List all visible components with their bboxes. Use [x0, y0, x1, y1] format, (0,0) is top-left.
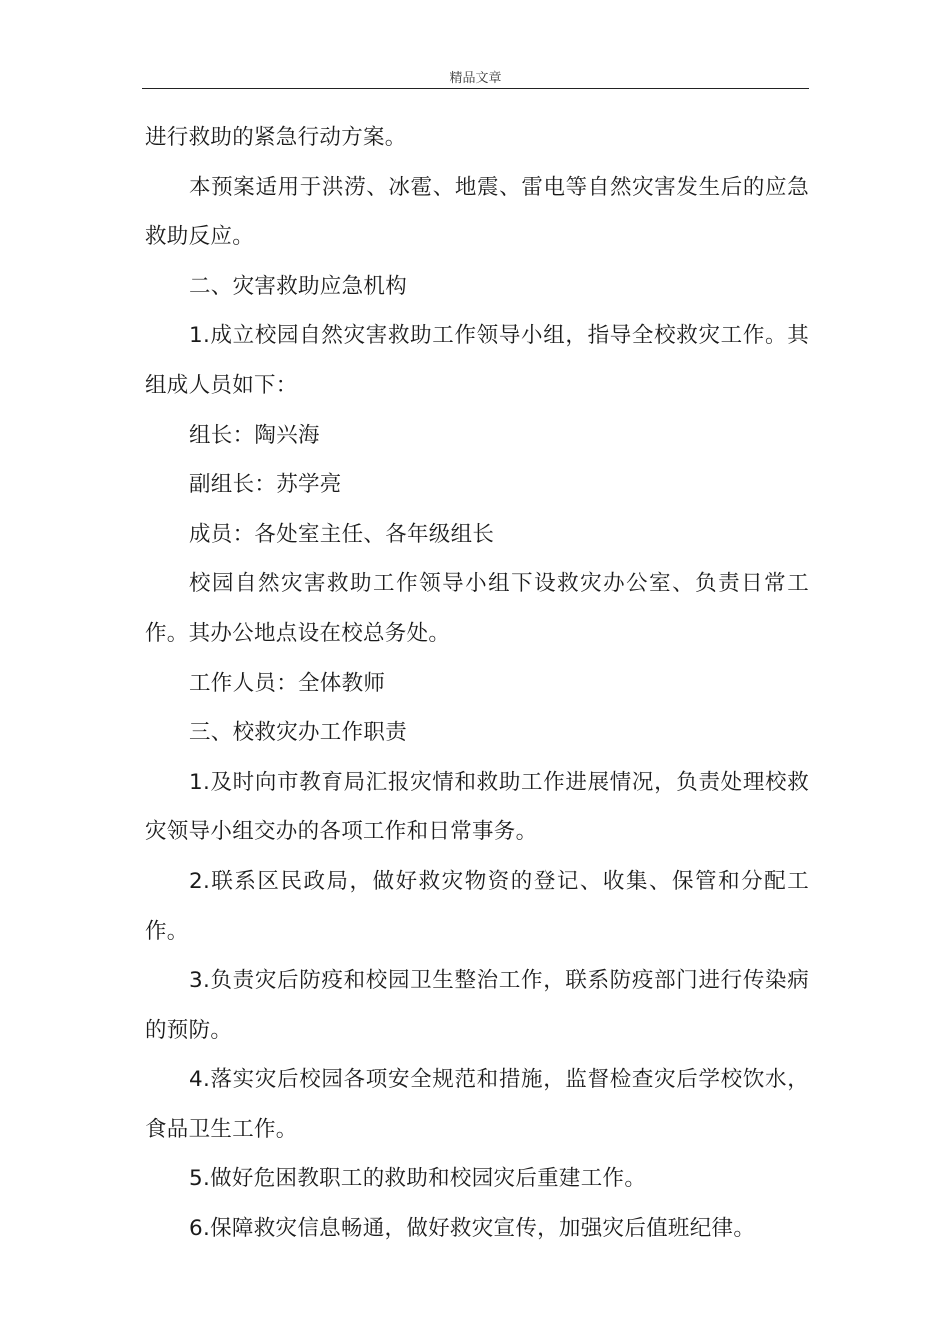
paragraph: 组长：陶兴海: [189, 422, 320, 448]
list-item: 4.落实灾后校园各项安全规范和措施，监督检查灾后学校饮水，食品卫生工作。: [145, 1067, 809, 1142]
paragraph: 校园自然灾害救助工作领导小组下设救灾办公室、负责日常工作。其办公地点设在校总务处。: [145, 571, 809, 646]
paragraph: 1.成立校园自然灾害救助工作领导小组，指导全校救灾工作。其组成人员如下：: [145, 323, 809, 398]
paragraph: 成员：各处室主任、各年级组长: [189, 521, 495, 547]
list-item: 6.保障救灾信息畅通，做好救灾宣传，加强灾后值班纪律。: [189, 1216, 756, 1242]
section-heading: 二、灾害救助应急机构: [189, 273, 408, 299]
list-item: 2.联系区民政局，做好救灾物资的登记、收集、保管和分配工作。: [145, 868, 809, 944]
list-item: 5.做好危困教职工的救助和校园灾后重建工作。: [189, 1166, 647, 1192]
section-heading: 三、校救灾办工作职责: [189, 720, 408, 746]
paragraph: 本预案适用于洪涝、冰雹、地震、雷电等自然灾害发生后的应急救助反应。: [145, 174, 809, 250]
document-body: [145, 113, 809, 1254]
list-item: 1.及时向市教育局汇报灾情和救助工作进展情况，负责处理校救灾领导小组交办的各项工作和日常事务。: [145, 769, 809, 845]
header-divider: [142, 88, 809, 89]
paragraph: 工作人员：全体教师: [189, 670, 386, 696]
page-header-title: 精品文章: [449, 71, 502, 86]
paragraph: 副组长：苏学亮: [189, 472, 342, 498]
paragraph: 进行救助的紧急行动方案。: [145, 125, 407, 150]
list-item: 3.负责灾后防疫和校园卫生整治工作，联系防疫部门进行传染病的预防。: [145, 968, 809, 1043]
